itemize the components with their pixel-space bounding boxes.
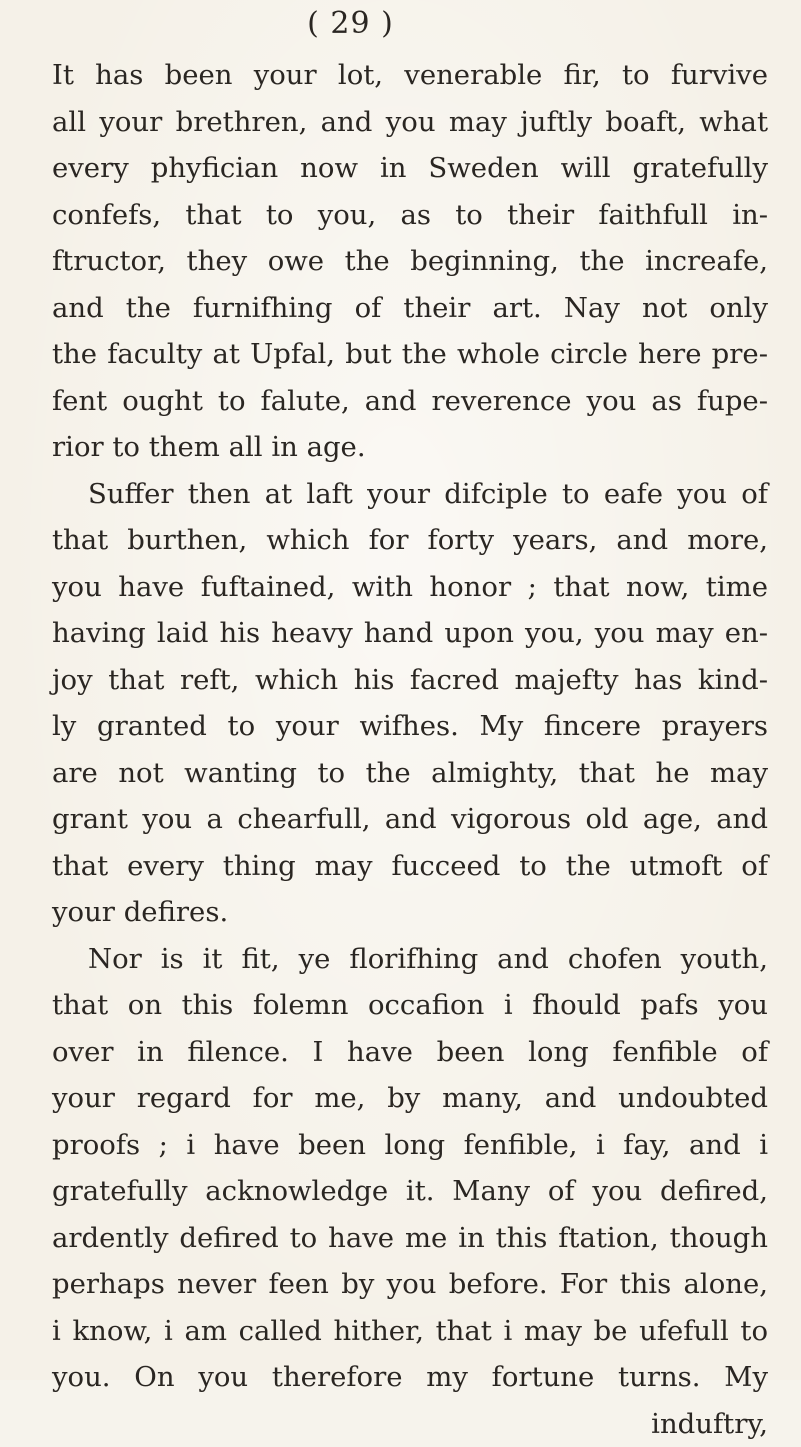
text-line: fent ought to falute, and reverence you as fupe- xyxy=(52,378,768,425)
text-line: all your brethren, and you may juftly boaft, what xyxy=(52,99,768,146)
text-line: joy that reft, which his facred majefty has kind- xyxy=(52,657,768,704)
text-line: every phyfician now in Sweden will gratefully xyxy=(52,145,768,192)
paragraph-start-line: Suffer then at laft your difciple to eafe you of xyxy=(52,471,768,518)
text-line: confefs, that to you, as to their faithfull in- xyxy=(52,192,768,239)
body-text xyxy=(52,52,768,1447)
text-line: that every thing may fucceed to the utmoft of xyxy=(52,843,768,890)
text-line: the faculty at Upfal, but the whole circle here pre- xyxy=(52,331,768,378)
text-line: gratefully acknowledge it. Many of you defired, xyxy=(52,1168,768,1215)
page-number: ( 29 ) xyxy=(0,6,751,41)
text-line: ftructor, they owe the beginning, the increafe, xyxy=(52,238,768,285)
text-line: over in filence. I have been long fenfible of xyxy=(52,1029,768,1076)
catchword: induftry, xyxy=(52,1401,768,1447)
text-line: are not wanting to the almighty, that he may xyxy=(52,750,768,797)
text-line: you. On you therefore my fortune turns. My xyxy=(52,1354,768,1401)
text-line: ardently defired to have me in this ftation, though xyxy=(52,1215,768,1262)
text-line: rior to them all in age. xyxy=(52,424,768,471)
text-line: i know, i am called hither, that i may be ufefull to xyxy=(52,1308,768,1355)
text-line: ly granted to your wifhes. My fincere prayers xyxy=(52,703,768,750)
text-line: grant you a chearfull, and vigorous old age, and xyxy=(52,796,768,843)
text-line: that burthen, which for forty years, and more, xyxy=(52,517,768,564)
text-line: and the furnifhing of their art. Nay not only xyxy=(52,285,768,332)
text-line: your defires. xyxy=(52,889,768,936)
paragraph-start-line: Nor is it fit, ye florifhing and chofen youth, xyxy=(52,936,768,983)
text-line: proofs ; i have been long fenfible, i fay, and i xyxy=(52,1122,768,1169)
text-line: your regard for me, by many, and undoubted xyxy=(52,1075,768,1122)
text-line: you have fuftained, with honor ; that now, time xyxy=(52,564,768,611)
text-line: perhaps never feen by you before. For this alone, xyxy=(52,1261,768,1308)
text-line: It has been your lot, venerable fir, to furvive xyxy=(52,52,768,99)
text-line: that on this folemn occafion i fhould pafs you xyxy=(52,982,768,1029)
text-line: having laid his heavy hand upon you, you may en- xyxy=(52,610,768,657)
